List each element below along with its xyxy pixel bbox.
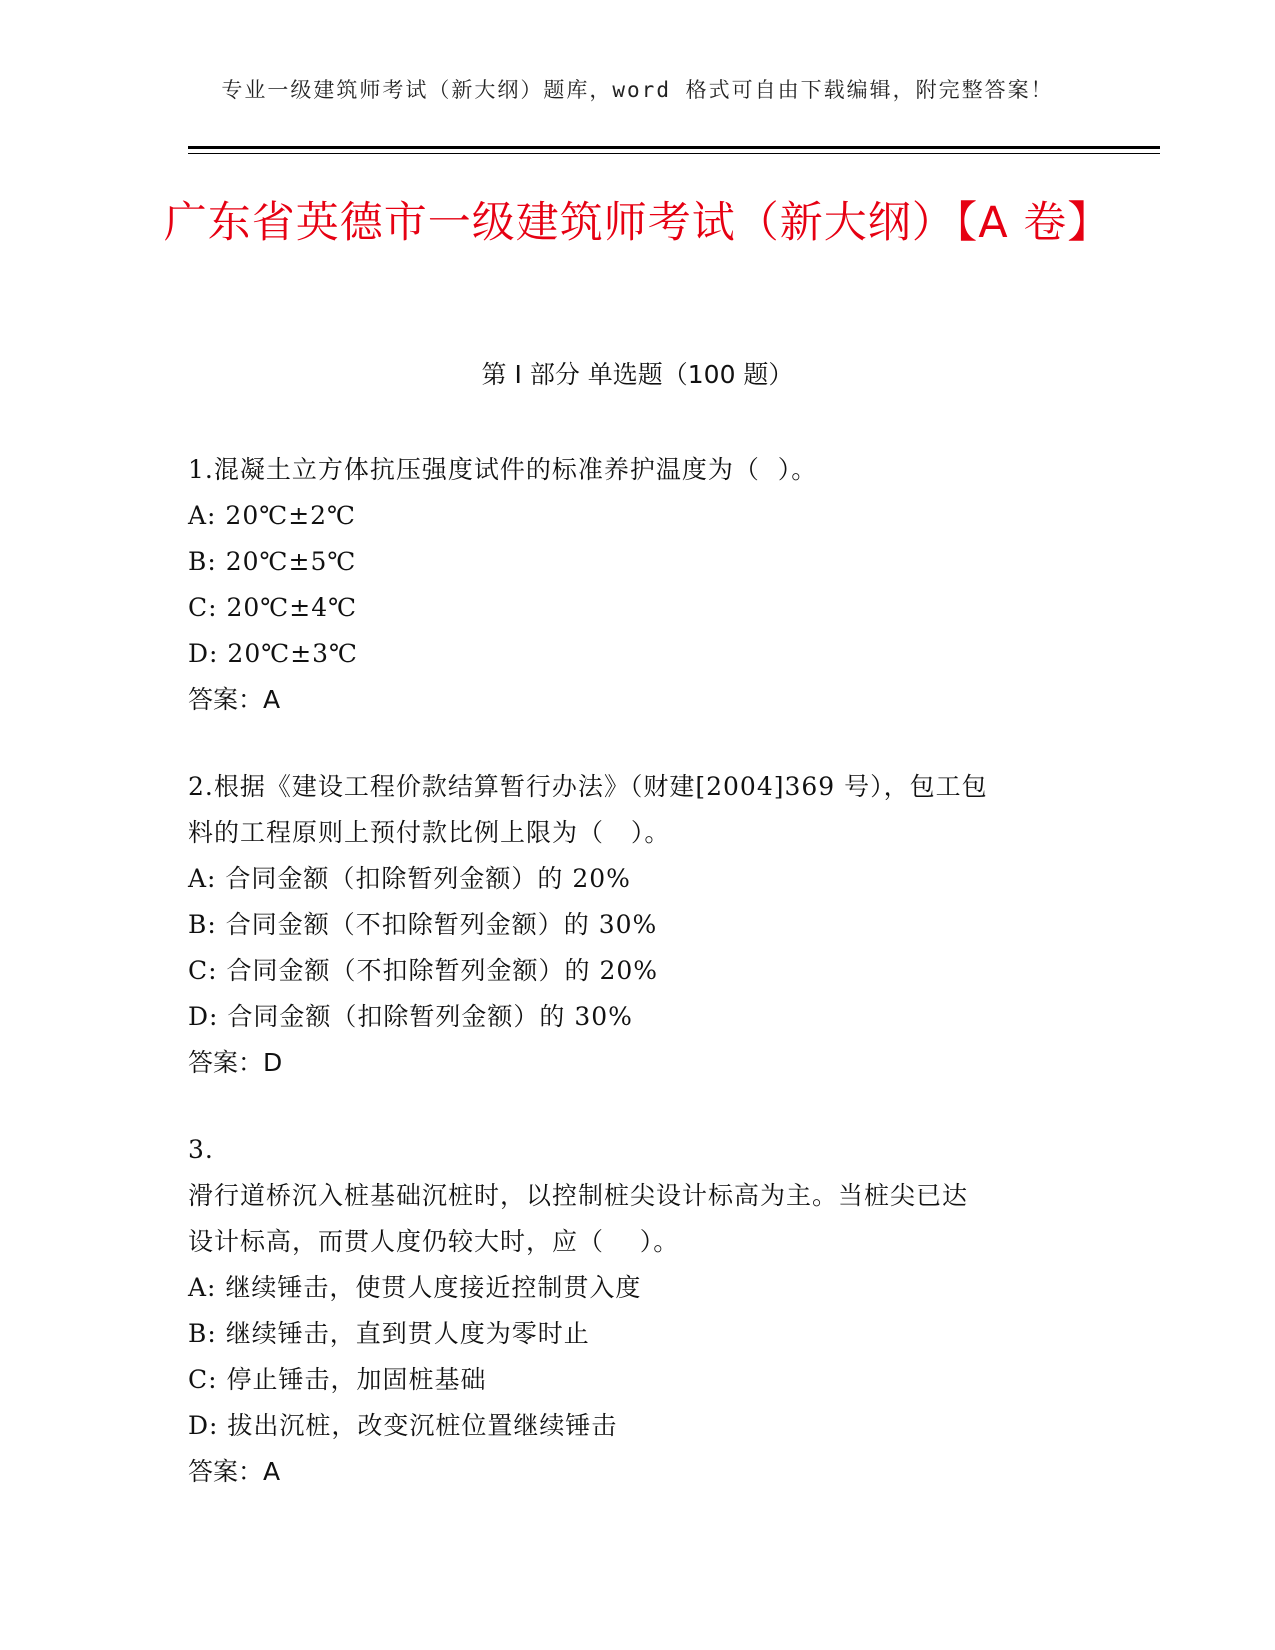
answer: 答案：A xyxy=(188,1457,281,1486)
header-rule-thin xyxy=(188,153,1160,154)
question-stem: 2.根据《建设工程价款结算暂行办法》（财建[2004]369 号），包工包 xyxy=(188,772,988,801)
question-1 xyxy=(188,447,1088,723)
option-c: C: 20℃±4℃ xyxy=(188,593,358,622)
option-b: B: 继续锤击，直到贯人度为零时止 xyxy=(188,1319,590,1348)
question-stem: 1.混凝土立方体抗压强度试件的标准养护温度为（ ）。 xyxy=(188,455,818,484)
option-c: C: 合同金额（不扣除暂列金额）的 20% xyxy=(188,956,659,985)
option-c: C: 停止锤击，加固桩基础 xyxy=(188,1365,487,1394)
question-number: 3. xyxy=(188,1135,214,1164)
header-rule-thick xyxy=(188,146,1160,149)
option-a: A: 继续锤击，使贯人度接近控制贯入度 xyxy=(188,1273,642,1302)
section-heading: 第 I 部分 单选题（100 题） xyxy=(481,360,794,389)
option-d: D: 20℃±3℃ xyxy=(188,639,359,668)
question-stem-continued: 设计标高，而贯人度仍较大时，应（ ）。 xyxy=(188,1227,680,1256)
question-stem: 滑行道桥沉入桩基础沉桩时，以控制桩尖设计标高为主。当桩尖已达 xyxy=(188,1181,969,1210)
option-d: D: 合同金额（扣除暂列金额）的 30% xyxy=(188,1002,633,1031)
option-a: A: 20℃±2℃ xyxy=(188,501,357,530)
option-b: B: 合同金额（不扣除暂列金额）的 30% xyxy=(188,910,658,939)
answer: 答案：A xyxy=(188,685,281,714)
header-note: 专业一级建筑师考试（新大纲）题库，word 格式可自由下载编辑，附完整答案！ xyxy=(221,78,1054,102)
option-b: B: 20℃±5℃ xyxy=(188,547,357,576)
document-title: 广东省英德市一级建筑师考试（新大纲）【A 卷】 xyxy=(163,198,1112,248)
option-d: D: 拔出沉桩，改变沉桩位置继续锤击 xyxy=(188,1411,618,1440)
question-3 xyxy=(188,1127,1088,1495)
question-stem-continued: 料的工程原则上预付款比例上限为（ ）。 xyxy=(188,818,671,847)
question-2 xyxy=(188,764,1088,1086)
option-a: A: 合同金额（扣除暂列金额）的 20% xyxy=(188,864,631,893)
answer: 答案：D xyxy=(188,1048,283,1077)
